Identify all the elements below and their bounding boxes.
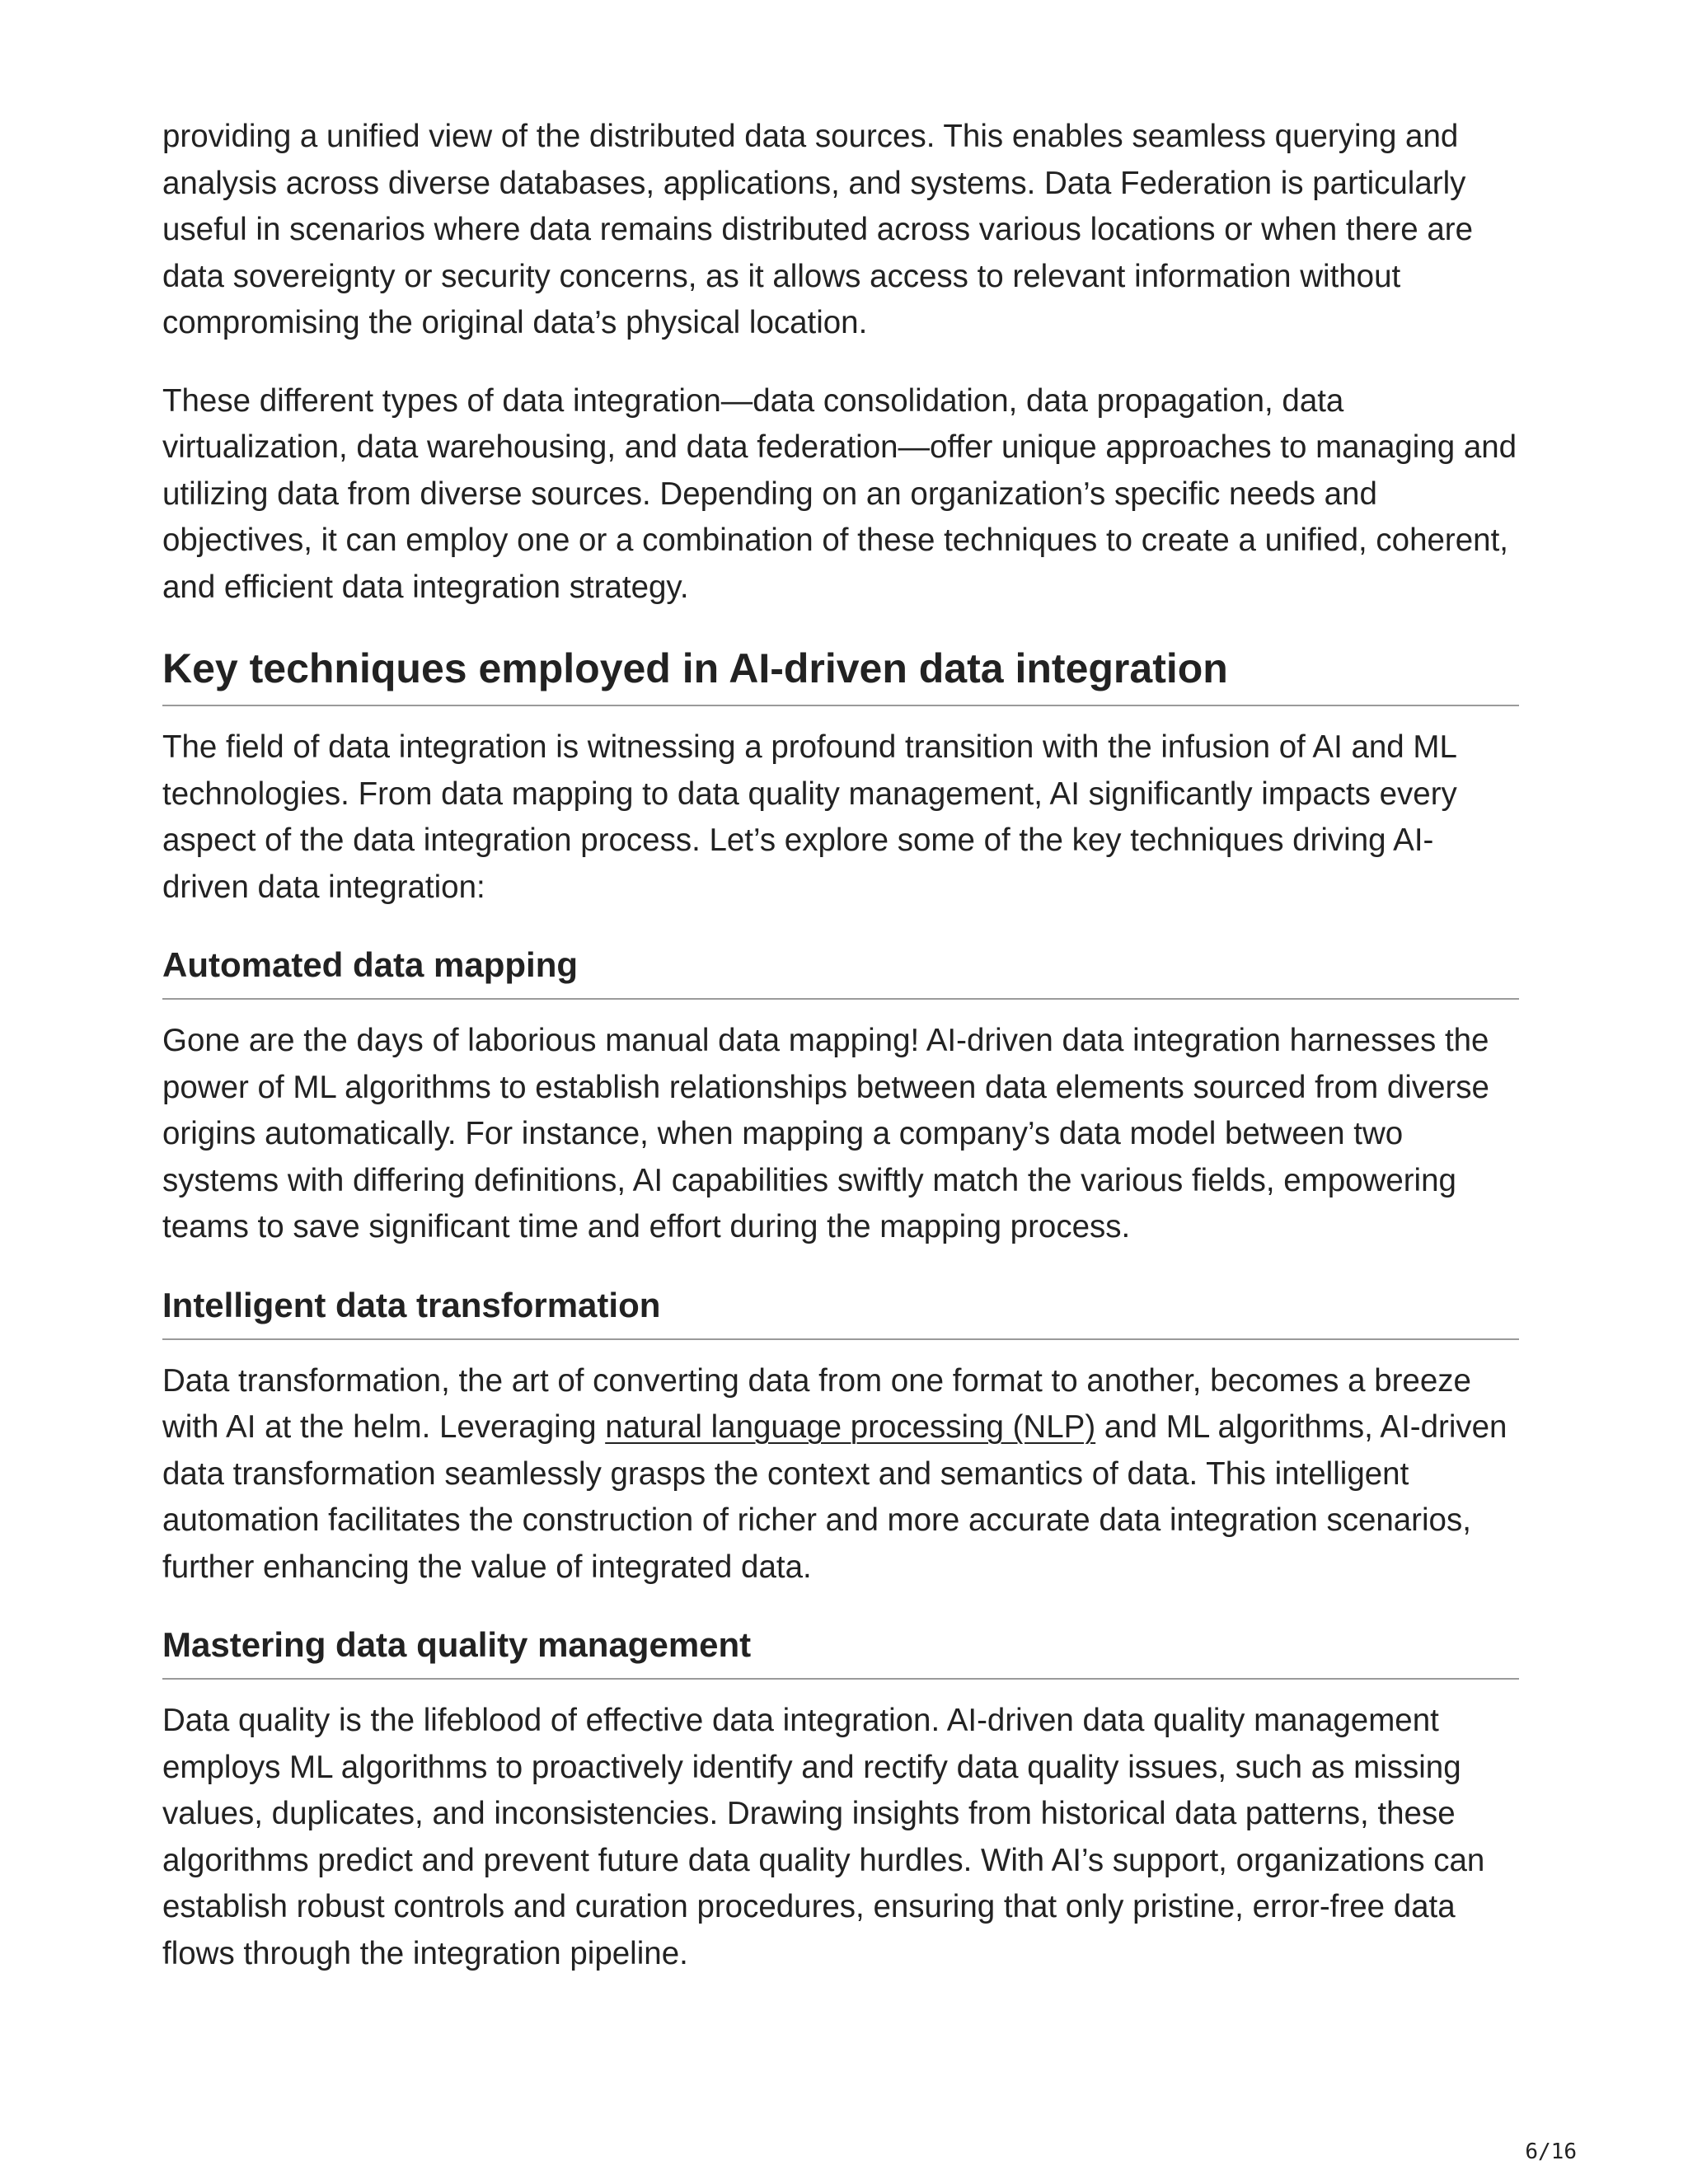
- nlp-link[interactable]: natural language processing (NLP): [605, 1409, 1096, 1445]
- subheading-intelligent-data-transformation: Intelligent data transformation: [162, 1282, 1519, 1340]
- document-page: [162, 114, 1519, 2008]
- paragraph-automated-data-mapping: Gone are the days of laborious manual data mapping! AI-driven data integration harnesses the power of ML algorithms to establish relationships between data elements sourced from diverse origins automatically. For instance, when mapping a company’s data model between two systems with differing definitions, AI capabilities swiftly match the various fields, empowering teams to save significant time and effort during the mapping process.: [162, 1023, 1489, 1244]
- transformation-text-before-link: Data transformation, the art of converting data from one format to another, becomes a breeze with AI at the helm. Leveraging: [162, 1362, 1471, 1445]
- subheading-data-quality-management: Mastering data quality management: [162, 1622, 1519, 1680]
- intro-paragraph-federation: providing a unified view of the distributed data sources. This enables seamless querying and analysis across diverse databases, applications, and systems. Data Federation is particularly useful in scenarios where data remains distributed across various locations or when there are data sovereignty or security concerns, as it allows access to relevant information without compromising the original data’s physical location.: [162, 119, 1474, 340]
- transformation-text-after-link: and ML algorithms, AI-driven data transformation seamlessly grasps the context and semantics of data. This intelligent automation facilitates the construction of richer and more accurate data integration scenarios, further enhancing the value of integrated data.: [162, 1409, 1507, 1585]
- subheading-automated-data-mapping: Automated data mapping: [162, 942, 1519, 1000]
- intro-paragraph-types-summary: These different types of data integration—data consolidation, data propagation, data virtualization, data warehousing, and data federation—offer unique approaches to managing and utilizing data from diverse sources. Depending on an organization’s specific needs and objectives, it can employ one or a combination of these techniques to create a unified, coherent, and efficient data integration strategy.: [162, 382, 1517, 605]
- paragraph-intelligent-data-transformation: [162, 1358, 1519, 1591]
- section-intro-paragraph: The field of data integration is witnessing a profound transition with the infusion of AI and ML technologies. From data mapping to data quality management, AI significantly impacts every aspect of the data integration process. Let’s explore some of the key techniques driving AI-driven data integration:: [162, 729, 1457, 905]
- section-heading-key-techniques: Key techniques employed in AI-driven data integration: [162, 642, 1519, 706]
- paragraph-data-quality-management: Data quality is the lifeblood of effective data integration. AI-driven data quality management employs ML algorithms to proactively identify and rectify data quality issues, such as missing values, duplicates, and inconsistencies. Drawing insights from historical data patterns, these algorithms predict and prevent future data quality hurdles. With AI’s support, organizations can establish robust controls and curation procedures, ensuring that only pristine, error-free data flows through the integration pipeline.: [162, 1703, 1485, 1971]
- page-number: 6/16: [1525, 2139, 1577, 2164]
